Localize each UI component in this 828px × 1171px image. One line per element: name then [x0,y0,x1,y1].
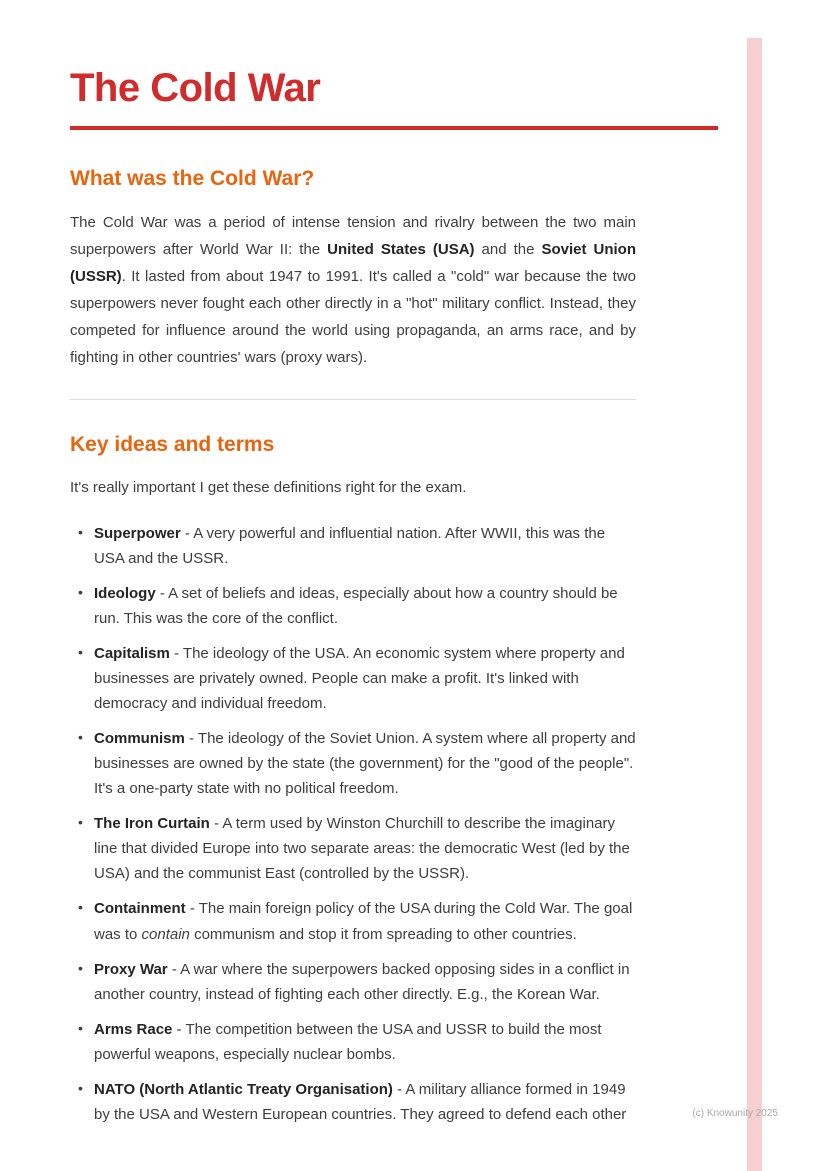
bullet-icon: • [78,959,83,976]
list-item [70,1077,636,1127]
bullet-icon: • [78,1019,83,1036]
bullet-text: Superpower - A very powerful and influential nation. After WWII, this was the USA and the USSR. [94,524,606,567]
list-item [70,641,636,716]
bullet-icon: • [78,814,83,831]
list-item [70,726,636,801]
list-item [70,521,636,571]
section-heading-what-was: What was the Cold War? [70,167,315,190]
list-item [70,1017,636,1067]
section-key-ideas-and-terms [70,432,636,1127]
bullet-icon: • [78,899,83,916]
bullet-icon: • [78,523,83,540]
bullet-text: NATO (North Atlantic Treaty Organisation) - A military alliance formed in 1949 by the USA and Western European countries. They agreed to defend each other [94,1080,627,1123]
bullet-icon: • [78,1079,83,1096]
key-terms-intro: It's really important I get these definitions right for the exam. [70,479,467,497]
section-heading-key-terms: Key ideas and terms [70,433,275,457]
bullet-text: Containment - The main foreign policy of the USA during the Cold War. The goal was to contain communism and stop it from spreading to other countries. [94,900,633,943]
bullet-icon: • [78,583,83,600]
page-edge-stripe [747,38,762,1171]
key-terms-list [70,521,636,1127]
bullet-text: Ideology - A set of beliefs and ideas, especially about how a country should be run. This was the core of the conflict. [94,584,618,628]
list-item [70,896,636,946]
bullet-text: Arms Race - The competition between the USA and USSR to build the most powerful weapons, especially nuclear bombs. [94,1020,602,1063]
list-item [70,581,636,631]
bullet-text: Proxy War - A war where the superpowers backed opposing sides in a conflict in another country, instead of fighting each other directly. E.g., the Korean War. [94,960,630,1003]
list-item [70,811,636,886]
list-item [70,957,636,1007]
bullet-text: The Iron Curtain - A term used by Winston Churchill to describe the imaginary line that divided Europe into two separate areas: the democratic West (led by the USA) and the communist East (controlled by the USSR). [94,815,630,883]
intro-paragraph: The Cold War was a period of intense tension and rivalry between the two main superpowers after World War II: the United States (USA) and the Soviet Union (USSR). It lasted from about 1947 to 1991. It's called a "cold" war because the two superpowers never fought each other directly in a "hot" military conflict. Instead, they competed for influence around the world using propaganda, an arms race, and by fighting in other countries' wars (proxy wars). [70,214,636,367]
page-title: The Cold War [70,66,321,110]
section-what-was-the-cold-war [70,166,636,371]
bullet-icon: • [78,644,83,661]
bullet-icon: • [78,729,83,746]
copyright-footer: (c) Knowunity 2025 [692,1108,778,1119]
bullet-text: Capitalism - The ideology of the USA. An economic system where property and businesses are privately owned. People can make a profit. It's linked with democracy and individual freedom. [94,645,625,713]
section-divider [70,399,636,400]
page-content [70,66,636,1137]
bullet-text: Communism - The ideology of the Soviet Union. A system where all property and businesses are owned by the state (the government) for the "good of the people". It's a one-party state with no political freedom. [94,730,636,798]
title-rule [70,126,718,130]
